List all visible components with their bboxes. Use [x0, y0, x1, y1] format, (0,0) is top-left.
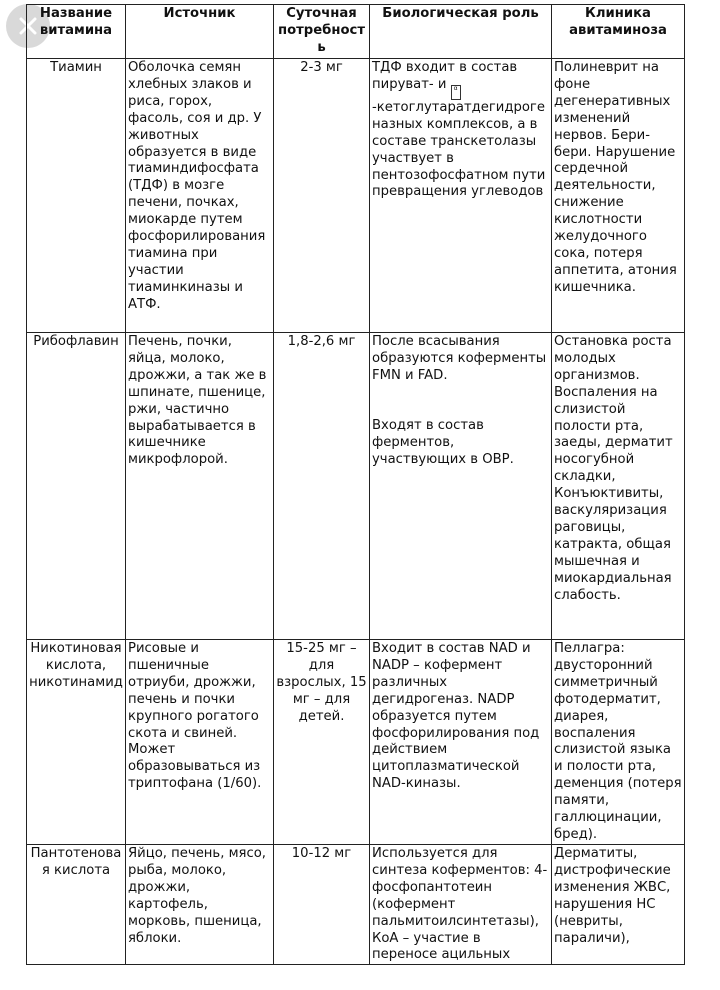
cell-daily: 15-25 мг – для взрослых, 15 мг – для детей. [274, 640, 370, 845]
cell-source: Яйцо, печень, мясо, рыба, молоко, дрожжи, картофель, морковь, пшеница, яблоки. [126, 845, 274, 965]
cell-name: Рибофлавин [27, 333, 126, 640]
cell-daily: 2-3 мг [274, 59, 370, 333]
cell-name: Пантотеновая кислота [27, 845, 126, 965]
cell-role: Входит в состав NAD и NADP – кофермент различных дегидрогеназ. NADP образуется путем фосфорилирования под действием цитоплазматической NAD-киназы. [370, 640, 552, 845]
header-daily: Суточная потребность [274, 5, 370, 59]
cell-role: Используется для синтеза коферментов: 4-фосфопантотеин (кофермент пальмитоилсинтетазы), КоА – участие в переносе ацильных [370, 845, 552, 965]
cell-clinic: Дерматиты, дистрофические изменения ЖВС, нарушения НС (невриты, параличи), [552, 845, 685, 965]
document-page [26, 4, 684, 965]
cell-name: Тиамин [27, 59, 126, 333]
missing-glyph: α [451, 85, 461, 100]
cell-clinic: Полиневрит на фоне дегенеративных изменений нервов. Бери-бери. Нарушение сердечной деятельности, снижение кислотности желудочного сока, потеря аппетита, атония кишечника. [552, 59, 685, 333]
table-row [27, 845, 685, 965]
role-text-a: ТДФ входит в состав пируват- и [372, 60, 518, 92]
header-source: Источник [126, 5, 274, 59]
table-row [27, 640, 685, 845]
table-row [27, 333, 685, 640]
role-text-b: Входят в состав ферментов, участвующих в ОВР. [372, 417, 514, 467]
table-row [27, 59, 685, 333]
cell-clinic: Остановка роста молодых организмов. Воспаления на слизистой полости рта, заеды, дерматит носогубной складки, Конъюктивиты, васкуляризация раговицы, катракта, общая мышечная и миокардиальная слабость. [552, 333, 685, 640]
header-name: Название витамина [27, 5, 126, 59]
cell-role [370, 59, 552, 333]
header-role: Биологическая роль [370, 5, 552, 59]
cell-role [370, 333, 552, 640]
cell-daily: 1,8-2,6 мг [274, 333, 370, 640]
cell-daily: 10-12 мг [274, 845, 370, 965]
cell-clinic: Пеллагра: двусторонний симметричный фотодерматит, диарея, воспаления слизистой языка и полости рта, деменция (потеря памяти, галлюцинации, бред). [552, 640, 685, 845]
cell-source: Оболочка семян хлебных злаков и риса, горох, фасоль, соя и др. У животных образуется в виде тиаминдифосфата (ТДФ) в мозге печени, почках, миокарде путем фосфорилирования тиамина при участии тиаминкиназы и АТФ. [126, 59, 274, 333]
vitamins-table [26, 4, 685, 965]
role-text-b: -кетоглутаратдегидрогеназных комплексов, а в составе транскетолазы участвует в пентозофосфатном пути превращения углеводов [372, 99, 546, 200]
cell-source: Печень, почки, яйца, молоко, дрожжи, а так же в шпинате, пшенице, ржи, частично вырабатывается в кишечнике микрофлорой. [126, 333, 274, 640]
header-row [27, 5, 685, 59]
cell-source: Рисовые и пшеничные отриуби, дрожжи, печень и почки крупного рогатого скота и свиней. Может образовываться из триптофана (1/60). [126, 640, 274, 845]
header-clinic: Клиника авитаминоза [552, 5, 685, 59]
cell-name: Никотиновая кислота, никотинамид [27, 640, 126, 845]
role-text-a: После всасывания образуются коферменты FMN и FAD. [372, 334, 547, 383]
